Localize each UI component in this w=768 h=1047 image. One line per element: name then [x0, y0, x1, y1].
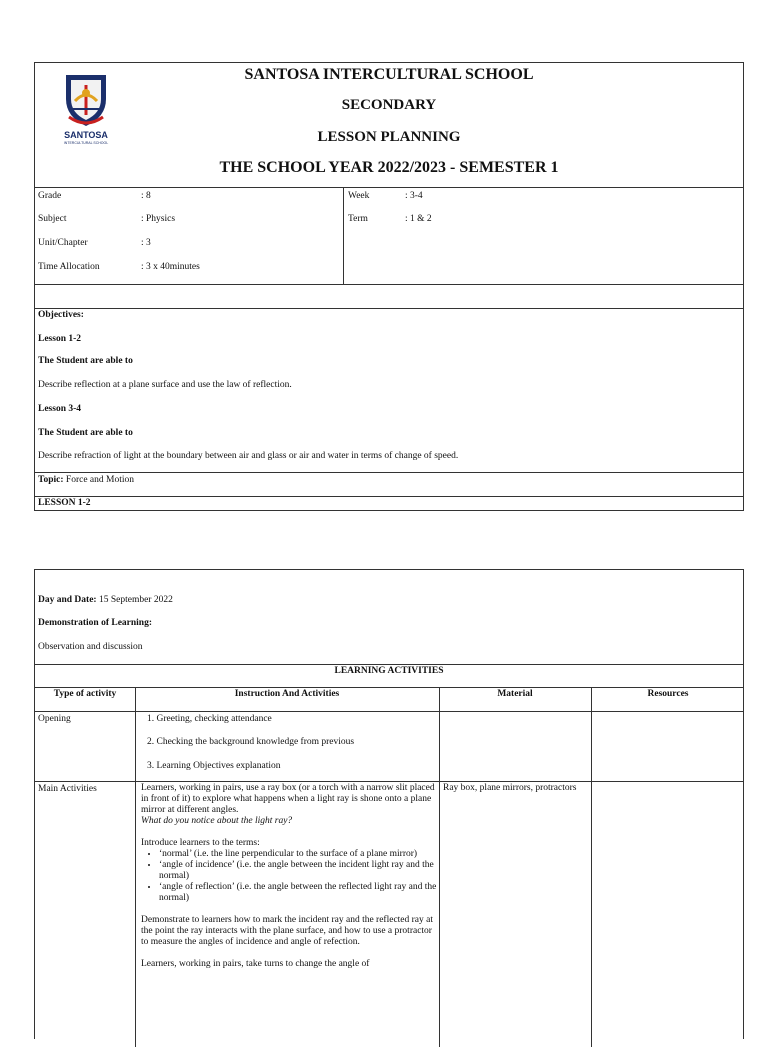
- main-paragraph-1: Learners, working in pairs, use a ray box (or a torch with a narrow slit placed in front of it) to explore what happens when a light ray is shone onto a plane mirror at different angles.: [141, 783, 435, 815]
- day-and-date: [38, 594, 173, 606]
- main-activities-label: Main Activities: [38, 784, 97, 794]
- unit-label: Unit/Chapter: [38, 238, 88, 248]
- opening-item-2: 2. Checking the background knowledge from previous: [147, 737, 355, 747]
- week-value: : 3-4: [405, 191, 423, 201]
- col-instruction: Instruction And Activities: [234, 689, 340, 699]
- terms-list: [141, 849, 437, 904]
- day-value: 15 September 2022: [96, 595, 173, 605]
- main-paragraph-3: Learners, working in pairs, take turns to change the angle of: [141, 959, 370, 969]
- col-material: Material: [497, 689, 533, 699]
- school-name: SANTOSA INTERCULTURAL SCHOOL: [244, 66, 534, 83]
- opening-label: Opening: [38, 714, 71, 724]
- learning-activities-table: [34, 569, 744, 1039]
- term-angle-of-incidence: • ‘angle of incidence’ (i.e. the angle between the incident light ray and the normal): [159, 860, 437, 882]
- main-intro: Introduce learners to the terms:: [141, 838, 260, 848]
- col-resources: Resources: [647, 689, 689, 699]
- topic-label: Topic:: [38, 475, 64, 485]
- objectives-lesson-1-2: Lesson 1-2: [38, 334, 82, 344]
- dol-label: Demonstration of Learning:: [38, 618, 152, 628]
- day-label: Day and Date:: [38, 595, 97, 605]
- term-normal: • ‘normal’ (i.e. the line perpendicular to the surface of a plane mirror): [159, 849, 437, 860]
- objectives-heading: Objectives:: [38, 310, 84, 320]
- term-label: Term: [348, 214, 368, 224]
- main-paragraph-2: Demonstrate to learners how to mark the incident ray and the reflected ray at the point the ray interacts with the plane surface, and how to use a protractor to measure the angles of incidence and angle of refection.: [141, 915, 434, 947]
- time-value: : 3 x 40minutes: [141, 262, 200, 272]
- grade-value: : 8: [141, 191, 151, 201]
- topic: [38, 474, 134, 486]
- main-question: What do you notice about the light ray?: [141, 816, 293, 826]
- opening-item-3: 3. Learning Objectives explanation: [147, 761, 281, 771]
- school-year: THE SCHOOL YEAR 2022/2023 - SEMESTER 1: [219, 159, 559, 176]
- time-label: Time Allocation: [38, 262, 100, 272]
- grade-label: Grade: [38, 191, 62, 201]
- subject-label: Subject: [38, 214, 67, 224]
- logo-subtext: INTERCULTURAL SCHOOL: [63, 141, 109, 145]
- main-material: Ray box, plane mirrors, protractors: [443, 783, 577, 793]
- col-type-of-activity: Type of activity: [53, 689, 117, 699]
- objective-reflection: Describe reflection at a plane surface and use the law of reflection.: [38, 380, 292, 390]
- lesson-label: LESSON 1-2: [38, 498, 91, 508]
- unit-value: : 3: [141, 238, 151, 248]
- objective-refraction: Describe refraction of light at the boundary between air and glass or air and water in terms of change of speed.: [38, 451, 459, 461]
- term-angle-of-reflection: • ‘angle of reflection’ (i.e. the angle between the reflected light ray and the normal): [159, 882, 437, 904]
- document-type: LESSON PLANNING: [317, 129, 461, 145]
- objectives-lesson-3-4: Lesson 3-4: [38, 404, 82, 414]
- school-level: SECONDARY: [341, 97, 437, 113]
- opening-item-1: 1. Greeting, checking attendance: [147, 714, 272, 724]
- subject-value: : Physics: [141, 214, 176, 224]
- week-label: Week: [348, 191, 370, 201]
- logo-name: SANTOSA: [64, 130, 108, 140]
- objectives-able-2: The Student are able to: [38, 428, 133, 438]
- dol-value: Observation and discussion: [38, 642, 143, 652]
- term-value: : 1 & 2: [405, 214, 432, 224]
- lesson-plan-header-table: [34, 62, 744, 511]
- topic-value: Force and Motion: [63, 475, 134, 485]
- main-activities-content: [141, 783, 437, 970]
- learning-activities-title: LEARNING ACTIVITIES: [334, 666, 444, 676]
- objectives-able-1: The Student are able to: [38, 356, 133, 366]
